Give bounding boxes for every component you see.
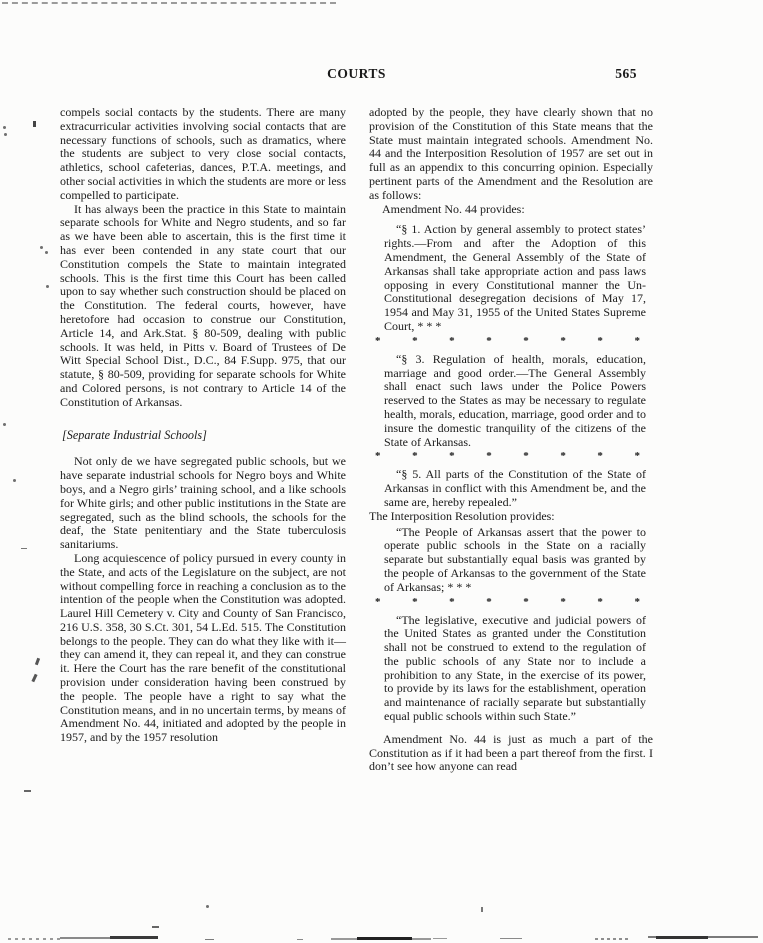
block-quote: “§ 3. Regulation of health, morals, education, marriage and good order.—The General Assembly shall enact such laws under the Police Powers reserved to the States as may be necessary to regulate health, morals, education, marriage, good order and to insure the domestic tranquility of the citizens of the State of Arkansas.	[384, 351, 646, 449]
scan-artifact	[8, 938, 60, 940]
paragraph: Not only de we have segregated public schools, but we have separate industrial schools for Negro boys and White boys, and a Negro girls’ training school, and a like schools for White girls; and other public institutions in the State are segregated, such as the blind schools, the schools for the deaf, the State penitentiary and the State tuberculosis sanitariums.	[60, 454, 346, 552]
scan-speck	[45, 251, 48, 254]
scan-speck	[46, 285, 49, 288]
scan-artifact	[433, 938, 447, 939]
scan-speck	[24, 790, 31, 792]
scan-speck	[31, 674, 37, 683]
scan-artifact	[595, 938, 629, 940]
scan-artifact	[656, 936, 708, 939]
running-header	[60, 66, 653, 84]
block-quote: “§ 1. Action by general assembly to protect states’ rights.—From and after the Adoption of this Amendment, the General Assembly of the State of Arkansas shall take appropriate action and pass laws opposing in every Constitutional manner the Un-Constitutional desegregation decisions of May 17, 1954 and May 31, 1955 of the United States Supreme Court, * * *	[384, 222, 646, 333]
scan-speck	[152, 926, 159, 928]
right-column	[369, 106, 653, 774]
scan-artifact	[205, 939, 214, 940]
scan-artifact	[357, 937, 412, 940]
asterisk-separator: * * * * * * * *	[375, 334, 641, 347]
scan-speck	[3, 423, 6, 426]
lead-in-line: The Interposition Resolution provides:	[369, 508, 555, 523]
scan-speck	[13, 479, 16, 482]
block-quote: “The legislative, executive and judicial powers of the United States as granted under the Constitution shall not be construed to extend to the regulation of the public schools of any State nor to include a prohibition to any State, in the exercise of its power, to provide by its laws for the establishment, operation and maintenance of racially separate but substantially equal public schools within such State.”	[384, 612, 646, 724]
lead-in-line: Amendment No. 44 provides:	[382, 201, 525, 216]
section-heading: [Separate Industrial Schools]	[62, 427, 207, 442]
scan-artifact	[60, 937, 110, 939]
scan-speck	[481, 907, 483, 912]
asterisk-separator: * * * * * * * *	[375, 450, 641, 463]
paragraph: It has always been the practice in this State to maintain separate schools for White and Negro students, and so far as we have been able to ascertain, this is the first time it has ever been contended in any state court that our Constitution compels the State to maintain integrated schools. This is the first time this Court has been called upon to say whether such construction should be placed on the Constitution. The federal courts, however, have heretofore had occasion to construe our Constitution, Article 14, and Ark.Stat. § 80-509, dealing with public schools. It was held, in Pitts v. Board of Trustees of De Witt Special School Dist., D.C., 84 F.Supp. 975, that our statute, § 80-509, providing for separate schools for White and Colored persons, is not contrary to Article 14 of the Constitution of Arkansas.	[60, 201, 346, 409]
perforation-dashed-line	[2, 2, 336, 4]
paragraph: adopted by the people, they have clearly shown that no provision of the Constitution of this State means that the State must maintain integrated schools. Amendment No. 44 and the Interposition Resolution of 1957 are set out in full as an appendix to this concurring opinion. Especially pertinent parts of the Amendment and the Resolution are as follows:	[369, 105, 653, 202]
paragraph: Long acquiescence of policy pursued in every county in the State, and acts of the Legislature on the subject, are not without compelling force in reaching a conclusion as to the intention of the people when the Constitution was adopted. Laurel Hill Cemetery v. City and County of San Francisco, 216 U.S. 358, 30 S.Ct. 301, 54 L.Ed. 515. The Constitution belongs to the people. They can do what they like with it—they can amend it, they can repeal it, and they can construe it. Here the Court has the rare benefit of the constitutional provision under consideration having been construed by the people. The people have a right to say what the Constitution means, and in no uncertain terms, by means of Amendment No. 44, initiated and adopted by the people in 1957, and by the 1957 resolution	[60, 550, 346, 745]
paragraph: compels social contacts by the students. There are many extracurricular activities involving social contacts that are necessary functions of schools, such as dramatics, where the students are subject to very close social contacts, athletics, school cafeterias, dances, P.T.A. meetings, and other social activities in which the students are more or less compelled to participate.	[60, 105, 346, 202]
scan-speck	[40, 246, 43, 249]
scan-speck	[206, 905, 209, 908]
scan-speck	[35, 658, 40, 666]
block-quote: “The People of Arkansas assert that the power to operate public schools in the State on a racially separate but substantially equal basis was granted by the people of Arkansas to the government of the State of Arkansas; * * *	[384, 524, 646, 594]
scan-artifact	[500, 938, 522, 939]
scan-speck	[21, 548, 27, 549]
scan-speck	[4, 133, 7, 136]
scan-speck	[3, 126, 6, 129]
block-quote: “§ 5. All parts of the Constitution of the State of Arkansas in conflict with this Amendment be, and the same are, hereby repealed.”	[384, 467, 646, 509]
paragraph: Amendment No. 44 is just as much a part of the Constitution as if it had been a part thereof from the first. I don’t see how anyone can read	[369, 731, 653, 774]
running-head-title: COURTS	[327, 66, 386, 81]
scan-artifact	[110, 936, 158, 939]
scan-speck	[33, 121, 36, 127]
scan-artifact	[297, 939, 303, 940]
scan-artifact	[331, 938, 431, 940]
left-column	[60, 106, 346, 745]
page-number: 565	[615, 66, 637, 81]
asterisk-separator: * * * * * * * *	[375, 595, 641, 608]
scan-artifact	[648, 936, 758, 938]
